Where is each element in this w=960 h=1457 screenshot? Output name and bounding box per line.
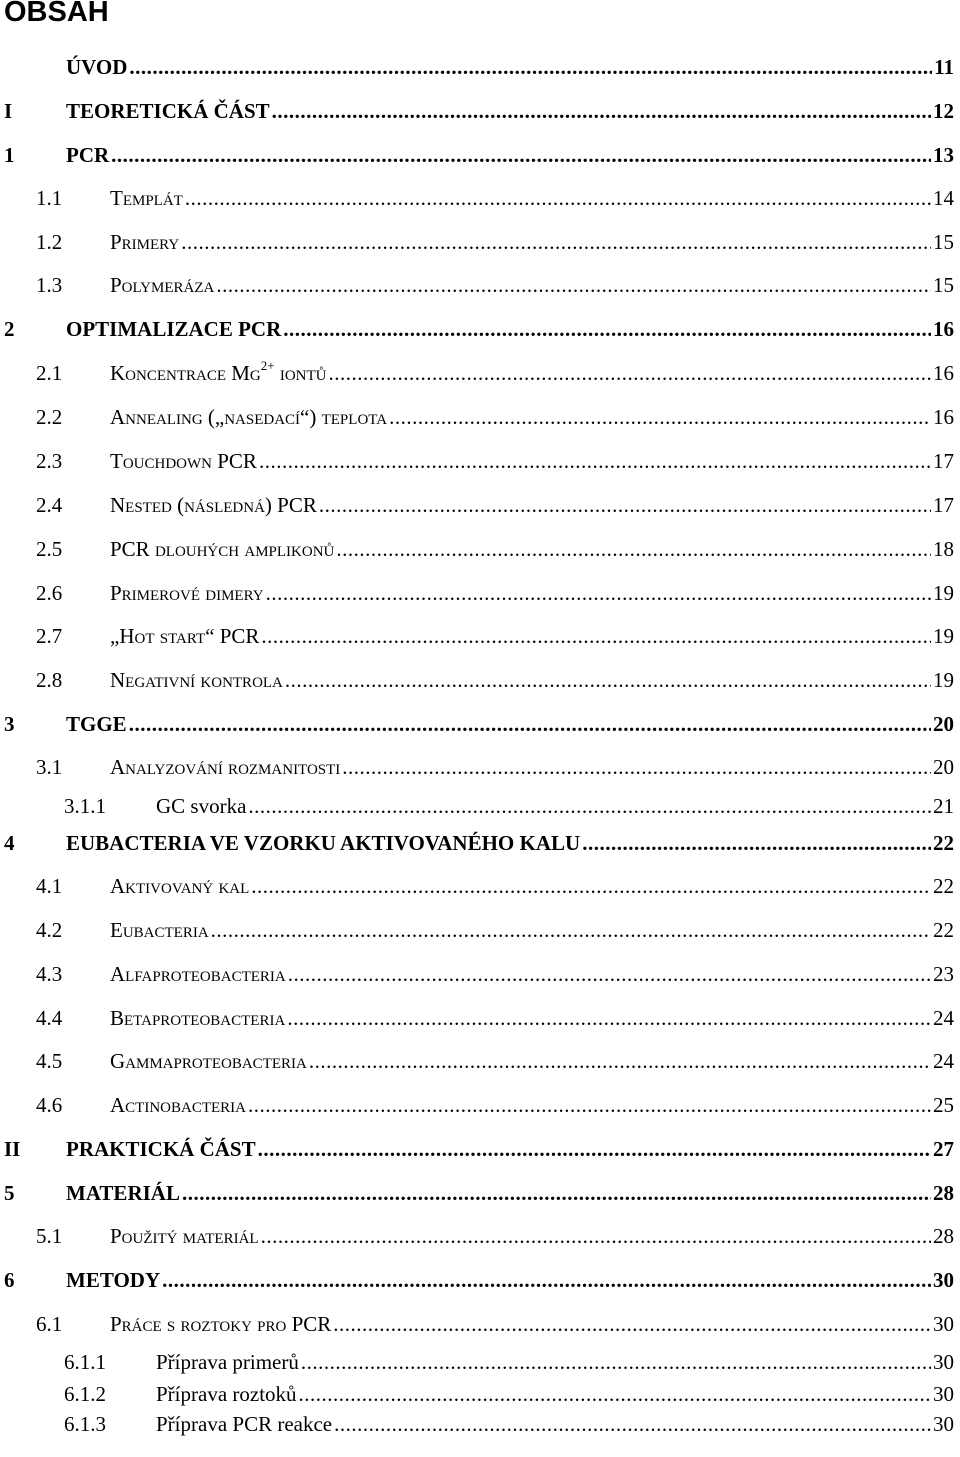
toc-entry-page-number: 19	[933, 624, 954, 648]
toc-entry-page-number: 24	[933, 1049, 954, 1073]
toc-entry-page-number: 28	[933, 1181, 954, 1205]
toc-entry-title	[66, 52, 127, 82]
toc-entry-title-text: EUBACTERIA VE VZORKU AKTIVOVANÉHO KALU	[66, 831, 581, 855]
toc-entry-title	[66, 828, 580, 858]
toc-entry[interactable]	[0, 828, 960, 858]
toc-entry-title	[110, 358, 327, 388]
toc-entry-page-number: 30	[933, 1350, 954, 1374]
toc-entry-number: 6.1.2	[64, 1382, 106, 1406]
dot-leader	[111, 140, 931, 170]
toc-entry-number: 4.2	[36, 918, 63, 942]
dot-leader	[211, 915, 931, 945]
toc-entry[interactable]	[0, 1221, 960, 1251]
toc-entry[interactable]	[0, 52, 960, 82]
toc-entry[interactable]	[0, 314, 960, 344]
toc-entry[interactable]	[0, 665, 960, 695]
toc-entry-page-number: 17	[933, 493, 954, 517]
dot-leader	[299, 1379, 931, 1409]
toc-entry-number: 2.2	[36, 405, 63, 429]
toc-entry-title-text: Příprava PCR reakce	[156, 1412, 333, 1436]
toc-entry-number: 2	[4, 317, 15, 341]
toc-entry-title	[156, 791, 246, 821]
toc-entry-title	[110, 270, 214, 300]
toc-entry-page-number: 15	[933, 273, 954, 297]
toc-entry[interactable]	[0, 1003, 960, 1033]
toc-entry-title-text: Annealing („nasedací“) teplota	[110, 405, 388, 429]
dot-leader	[319, 490, 931, 520]
toc-entry-title	[110, 446, 257, 476]
toc-entry-title-text: Alfaproteobacteria	[110, 962, 286, 986]
toc-entry-number: 5	[4, 1181, 15, 1205]
toc-entry-number: 6	[4, 1268, 15, 1292]
toc-entry-title	[110, 1003, 285, 1033]
dot-leader	[342, 752, 931, 782]
toc-entry-number: 1.3	[36, 273, 63, 297]
toc-entry-page-number: 30	[933, 1412, 954, 1436]
toc-entry-title-text: Primery	[110, 230, 180, 254]
toc-entry-page-number: 14	[933, 186, 954, 210]
toc-entry[interactable]	[0, 621, 960, 651]
toc-entry-number: 2.1	[36, 361, 63, 385]
toc-entry-number: 2.4	[36, 493, 63, 517]
toc-entry-number: 2.3	[36, 449, 63, 473]
dot-leader	[336, 534, 931, 564]
dot-leader	[258, 1134, 931, 1164]
dot-leader	[389, 402, 931, 432]
toc-entry-page-number: 21	[933, 794, 954, 818]
toc-entry-page-number: 30	[933, 1312, 954, 1336]
dot-leader	[248, 1090, 931, 1120]
toc-entry-page-number: 24	[933, 1006, 954, 1030]
dot-leader	[216, 270, 931, 300]
toc-entry-page-number: 22	[933, 918, 954, 942]
dot-leader	[261, 1221, 931, 1251]
toc-entry-title	[110, 183, 183, 213]
toc-entry-page-number: 30	[933, 1268, 954, 1292]
toc-entry-page-number: 22	[933, 831, 954, 855]
toc-entry-title	[66, 1134, 256, 1164]
toc-entry-title-text: Použitý materiál	[110, 1224, 259, 1248]
toc-entry-page-number: 15	[933, 230, 954, 254]
toc-entry-title-text: PCR dlouhých amplikonů	[110, 537, 335, 561]
toc-entry-title-text: Primerové dimery	[110, 581, 264, 605]
dot-leader	[301, 1347, 931, 1377]
toc-entry-page-number: 16	[933, 405, 954, 429]
toc-entry-page-number: 16	[933, 317, 954, 341]
toc-entry-title-text: Koncentrace Mg	[110, 361, 261, 385]
toc-entry-superscript: 2+	[260, 358, 275, 373]
toc-entry-title-text: Aktivovaný kal	[110, 874, 250, 898]
dot-leader	[129, 52, 932, 82]
toc-entry-page-number: 19	[933, 668, 954, 692]
toc-entry-number: 1.1	[36, 186, 63, 210]
toc-entry-title	[110, 959, 286, 989]
toc-entry[interactable]	[0, 534, 960, 564]
toc-entry[interactable]	[0, 1347, 960, 1377]
toc-entry-title-text: „Hot start“ PCR	[110, 624, 260, 648]
toc-entry-title-text: Nested (následná) PCR	[110, 493, 317, 517]
toc-entry-title	[110, 534, 334, 564]
toc-entry-page-number: 17	[933, 449, 954, 473]
toc-entry-title	[110, 227, 179, 257]
toc-entry[interactable]	[0, 270, 960, 300]
dot-leader	[259, 446, 931, 476]
toc-entry[interactable]	[0, 578, 960, 608]
dot-leader	[287, 1003, 931, 1033]
toc-entry[interactable]	[0, 791, 960, 821]
toc-entry-number: 2.5	[36, 537, 63, 561]
toc-entry-number: II	[4, 1137, 21, 1161]
toc-entry-title-text: Práce s roztoky pro PCR	[110, 1312, 332, 1336]
dot-leader	[129, 709, 931, 739]
toc-entry[interactable]	[0, 1265, 960, 1295]
toc-entry-number: 4	[4, 831, 15, 855]
toc-entry-title	[156, 1409, 332, 1439]
toc-entry-page-number: 12	[933, 99, 954, 123]
toc-entry-page-number: 22	[933, 874, 954, 898]
dot-leader	[248, 791, 931, 821]
toc-entry-number: 2.7	[36, 624, 63, 648]
toc-entry-title-text: PRAKTICKÁ ČÁST	[66, 1137, 256, 1161]
toc-entry-title	[110, 402, 387, 432]
toc-entry[interactable]	[0, 915, 960, 945]
toc-entry-title-text: Templát	[110, 186, 183, 210]
toc-entry-title-text: Actinobacteria	[110, 1093, 246, 1117]
toc-entry-number: 6.1	[36, 1312, 63, 1336]
toc-entry-number: 1.2	[36, 230, 63, 254]
toc-entry-title-suffix: iontů	[274, 361, 327, 385]
toc-entry-title-text: Příprava roztoků	[156, 1382, 297, 1406]
dot-leader	[285, 665, 931, 695]
toc-entry-title-text: ÚVOD	[66, 55, 128, 79]
toc-entry-number: I	[4, 99, 13, 123]
toc-entry[interactable]	[0, 140, 960, 170]
toc-entry-number: 4.1	[36, 874, 63, 898]
dot-leader	[334, 1409, 931, 1439]
toc-entry[interactable]	[0, 227, 960, 257]
dot-leader	[182, 1178, 931, 1208]
toc-entry[interactable]	[0, 752, 960, 782]
toc-entry-title	[110, 871, 249, 901]
toc-entry[interactable]	[0, 1090, 960, 1120]
toc-entry-title	[66, 1178, 180, 1208]
toc-entry-title-text: MATERIÁL	[66, 1181, 180, 1205]
toc-entry-title	[110, 752, 340, 782]
toc-entry-title-text: GC svorka	[156, 794, 247, 818]
dot-leader	[266, 578, 931, 608]
toc-entry-title	[110, 1221, 259, 1251]
toc-entry-title-text: PCR	[66, 143, 110, 167]
toc-entry[interactable]	[0, 709, 960, 739]
toc-entry-title	[66, 709, 127, 739]
toc-entry-number: 1	[4, 143, 15, 167]
toc-entry[interactable]	[0, 358, 960, 388]
dot-leader	[309, 1046, 931, 1076]
toc-entry-title-text: Betaproteobacteria	[110, 1006, 286, 1030]
toc-entry-number: 6.1.3	[64, 1412, 106, 1436]
dot-leader	[251, 871, 931, 901]
toc-entry-title-text: Gammaproteobacteria	[110, 1049, 307, 1073]
dot-leader	[261, 621, 931, 651]
toc-entry-number: 3	[4, 712, 15, 736]
toc-entry-title-text: OPTIMALIZACE PCR	[66, 317, 282, 341]
toc-entry-title	[110, 915, 209, 945]
dot-leader	[283, 314, 931, 344]
dot-leader	[582, 828, 931, 858]
toc-entry[interactable]	[0, 1409, 960, 1439]
toc-entry-number: 3.1	[36, 755, 63, 779]
toc-entry-title-text: Negativní kontrola	[110, 668, 283, 692]
dot-leader	[181, 227, 931, 257]
toc-entry-title-text: Příprava primerů	[156, 1350, 299, 1374]
toc-entry-number: 4.5	[36, 1049, 63, 1073]
toc-entry-page-number: 13	[933, 143, 954, 167]
toc-entry[interactable]	[0, 1309, 960, 1339]
toc-entry-number: 6.1.1	[64, 1350, 106, 1374]
dot-leader	[185, 183, 931, 213]
toc-entry-title-text: Analyzování rozmanitosti	[110, 755, 341, 779]
toc-entry-title-text: TEORETICKÁ ČÁST	[66, 99, 270, 123]
toc-entry-page-number: 19	[933, 581, 954, 605]
toc-entry-page-number: 11	[934, 55, 954, 79]
toc-entry-page-number: 20	[933, 712, 954, 736]
toc-entry-title-text: Touchdown PCR	[110, 449, 257, 473]
toc-entry[interactable]	[0, 1379, 960, 1409]
toc-entry-title	[156, 1347, 299, 1377]
toc-entry[interactable]	[0, 490, 960, 520]
toc-entry-title	[66, 314, 281, 344]
toc-entry-title	[110, 621, 259, 651]
dot-leader	[329, 358, 931, 388]
toc-entry-title	[110, 665, 283, 695]
dot-leader	[162, 1265, 931, 1295]
toc-entry-page-number: 25	[933, 1093, 954, 1117]
toc-entry-page-number: 20	[933, 755, 954, 779]
toc-entry-title	[110, 490, 317, 520]
toc-entry-number: 5.1	[36, 1224, 63, 1248]
toc-entry[interactable]	[0, 96, 960, 126]
toc-entry-number: 4.4	[36, 1006, 63, 1030]
toc-entry-number: 3.1.1	[64, 794, 106, 818]
toc-entry[interactable]	[0, 1046, 960, 1076]
toc-entry-title	[66, 1265, 160, 1295]
toc-entry-title-text: TGGE	[66, 712, 127, 736]
toc-entry[interactable]	[0, 1134, 960, 1164]
toc-entry[interactable]	[0, 183, 960, 213]
toc-entry-page-number: 18	[933, 537, 954, 561]
toc-entry-page-number: 28	[933, 1224, 954, 1248]
dot-leader	[333, 1309, 931, 1339]
toc-entry[interactable]	[0, 402, 960, 432]
toc-entry-title	[66, 96, 270, 126]
toc-entry-page-number: 16	[933, 361, 954, 385]
toc-entry[interactable]	[0, 446, 960, 476]
toc-entry-number: 2.6	[36, 581, 63, 605]
toc-entry-number: 2.8	[36, 668, 63, 692]
toc-entry-number: 4.6	[36, 1093, 63, 1117]
toc-entry-title	[110, 578, 264, 608]
toc-entry-title	[110, 1046, 307, 1076]
page-title: OBSAH	[4, 0, 109, 28]
toc-entry[interactable]	[0, 959, 960, 989]
toc-entry-page-number: 23	[933, 962, 954, 986]
toc-entry-page-number: 30	[933, 1382, 954, 1406]
toc-entry-title-text: Polymeráza	[110, 273, 215, 297]
toc-entry-title-text: Eubacteria	[110, 918, 209, 942]
dot-leader	[288, 959, 931, 989]
dot-leader	[272, 96, 931, 126]
toc-entry-title	[156, 1379, 297, 1409]
toc-entry-title-text: METODY	[66, 1268, 161, 1292]
toc-entry[interactable]	[0, 1178, 960, 1208]
toc-entry[interactable]	[0, 871, 960, 901]
toc-entry-title	[110, 1309, 331, 1339]
toc-entry-number: 4.3	[36, 962, 63, 986]
toc-entry-title	[110, 1090, 246, 1120]
toc-entry-page-number: 27	[933, 1137, 954, 1161]
toc-entry-title	[66, 140, 109, 170]
